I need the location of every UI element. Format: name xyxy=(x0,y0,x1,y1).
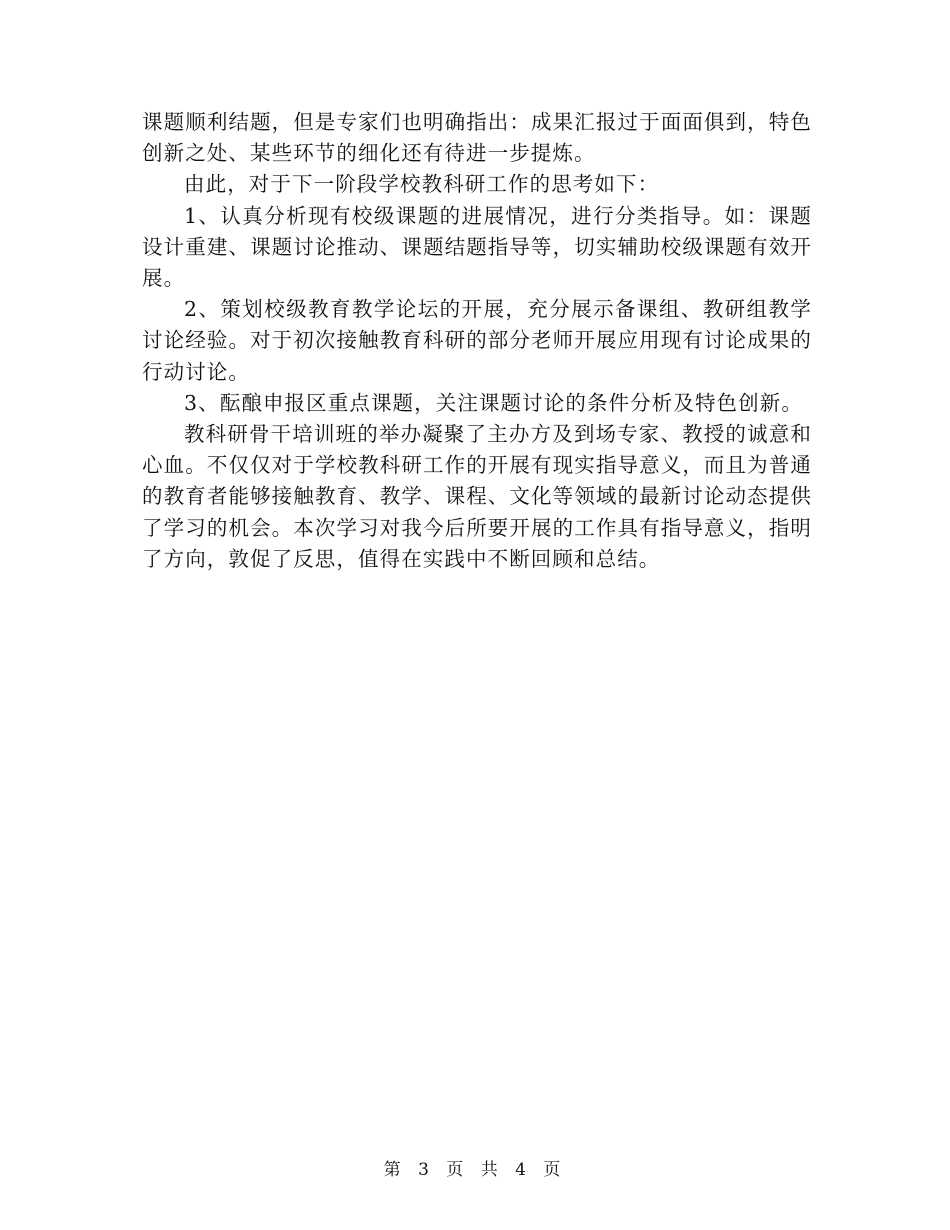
paragraph-3: 1、认真分析现有校级课题的进展情况，进行分类指导。如：课题设计重建、课题讨论推动、课题结题指导等，切实辅助校级课题有效开展。 xyxy=(142,203,812,291)
page-footer xyxy=(0,1155,950,1180)
paragraph-5: 3、酝酿申报区重点课题，关注课题讨论的条件分析及特色创新。 xyxy=(184,390,803,415)
paragraph-6: 教科研骨干培训班的举办凝聚了主办方及到场专家、教授的诚意和心血。不仅仅对于学校教科研工作的开展有现实指导意义，而且为普通的教育者能够接触教育、教学、课程、文化等领域的最新讨论动态提供了学习的机会。本次学习对我今后所要开展的工作具有指导意义，指明了方向，敦促了反思，值得在实践中不断回顾和总结。 xyxy=(142,422,812,571)
paragraph-1: 课题顺利结题，但是专家们也明确指出：成果汇报过于面面俱到，特色创新之处、某些环节的细化还有待进一步提炼。 xyxy=(142,110,812,166)
page-number-label: 第 3 页 共 4 页 xyxy=(383,1160,567,1180)
paragraph-2: 由此，对于下一阶段学校教科研工作的思考如下： xyxy=(184,172,660,197)
document-body xyxy=(142,107,812,575)
paragraph-4: 2、策划校级教育教学论坛的开展，充分展示备课组、教研组教学讨论经验。对于初次接触教育科研的部分老师开展应用现有讨论成果的行动讨论。 xyxy=(142,297,812,384)
